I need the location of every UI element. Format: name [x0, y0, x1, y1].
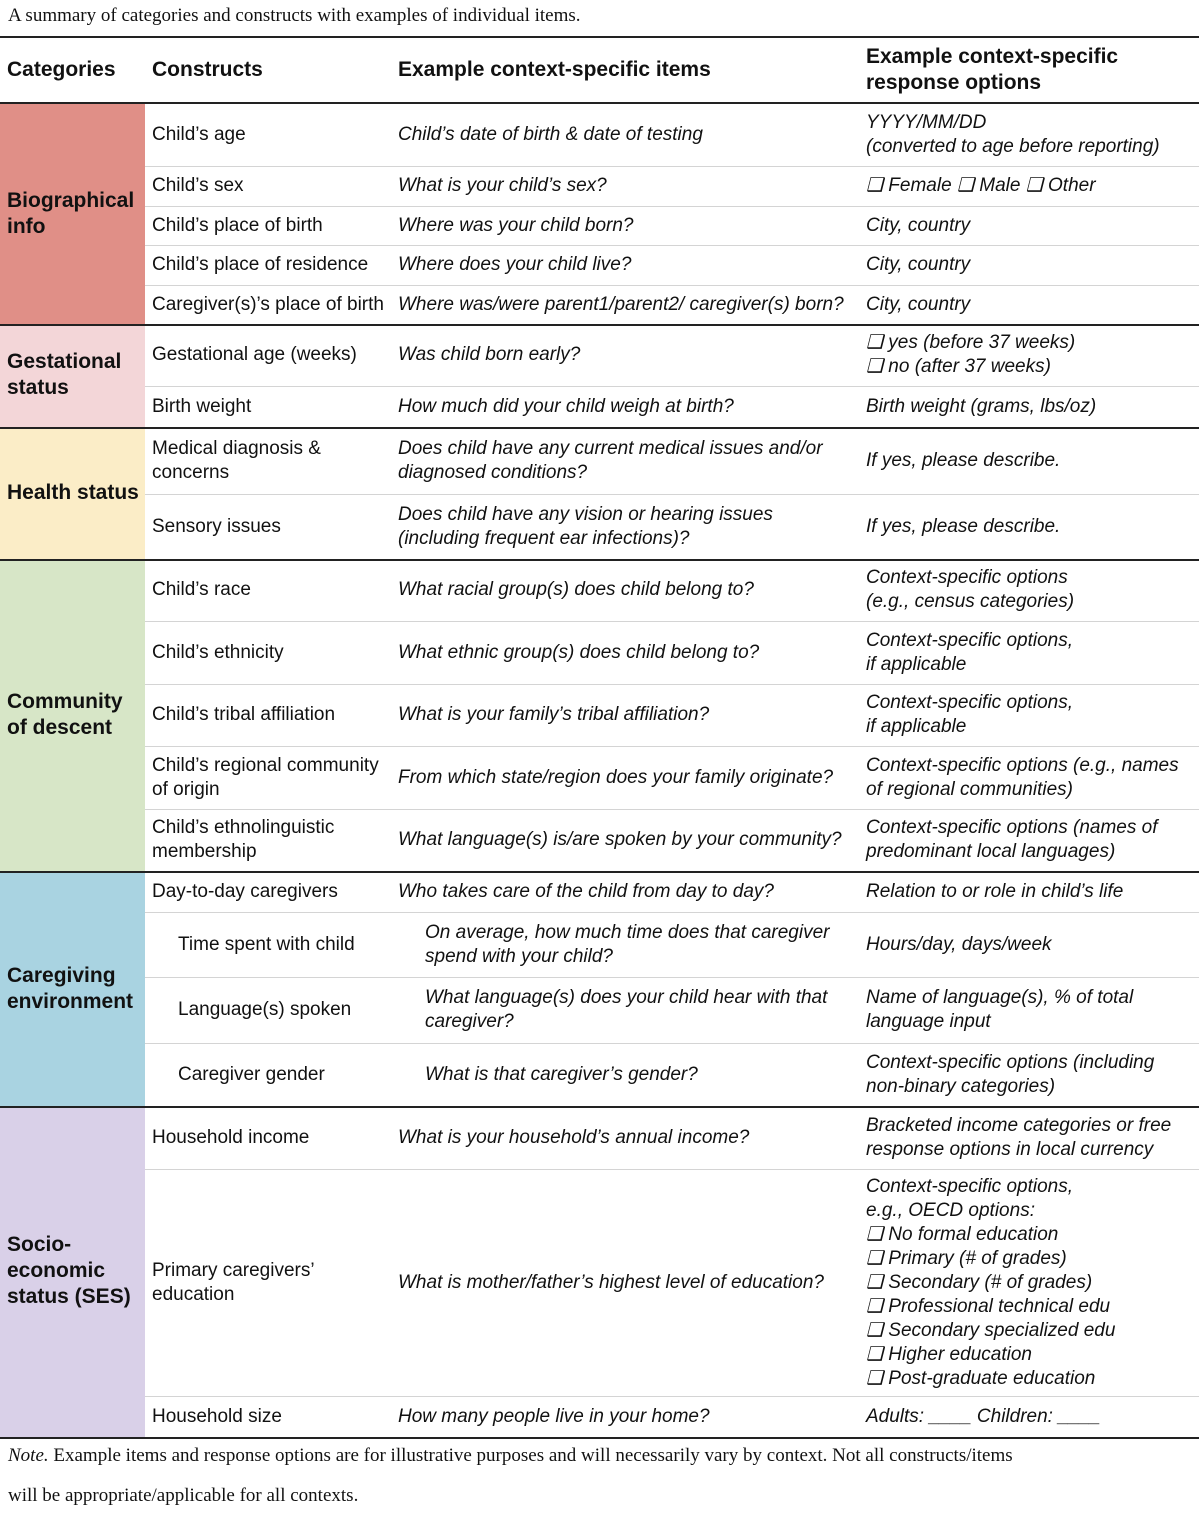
row-divider [145, 684, 1199, 685]
row-divider [145, 245, 1199, 246]
item-cell: What is mother/father’s highest level of education? [398, 1271, 824, 1293]
item-cell: What is your family’s tribal affiliation? [398, 704, 710, 725]
item-cell: On average, how much time does that caregiver spend with your child? [425, 921, 830, 967]
response-cell: City, country [866, 214, 971, 236]
item-cell: What is that caregiver’s gender? [425, 1063, 698, 1085]
construct-cell: Gestational age (weeks) [152, 344, 357, 365]
response-cell: If yes, please describe. [866, 449, 1061, 471]
response-cell: City, country [866, 254, 971, 275]
row-divider [145, 386, 1199, 387]
construct-cell: Child’s age [152, 123, 246, 145]
construct-cell: Primary caregivers’ education [152, 1259, 315, 1305]
row-divider [145, 285, 1199, 286]
category-label: Biographical info [7, 189, 135, 238]
construct-cell: Language(s) spoken [178, 999, 352, 1020]
construct-cell: Caregiver(s)’s place of birth [152, 293, 384, 315]
response-cell: ❑ yes (before 37 weeks) ❑ no (after 37 weeks) [866, 332, 1076, 377]
header-categories: Categories [7, 58, 116, 81]
construct-cell: Child’s regional community of origin [152, 754, 379, 800]
header-response-options: Example context-specific response options [866, 45, 1119, 94]
construct-cell: Child’s ethnolinguistic membership [152, 817, 335, 862]
table-note-line-1 [8, 1444, 1013, 1468]
response-cell: Birth weight (grams, lbs/oz) [866, 395, 1097, 417]
header-constructs: Constructs [152, 58, 263, 81]
table-rule [0, 102, 1199, 104]
item-cell: Where does your child live? [398, 254, 632, 275]
row-divider [145, 1043, 1199, 1044]
category-label: Health status [7, 481, 139, 504]
item-cell: How many people live in your home? [398, 1406, 710, 1427]
response-cell: Name of language(s), % of total language input [866, 987, 1134, 1032]
response-cell: Adults: ____ Children: ____ [866, 1406, 1101, 1427]
row-divider [145, 746, 1199, 747]
response-cell: Context-specific options, if applicable [866, 692, 1073, 737]
construct-cell: Birth weight [152, 395, 252, 417]
response-cell: Context-specific options (names of predominant local languages) [866, 817, 1158, 862]
construct-cell: Child’s place of birth [152, 214, 323, 236]
response-cell: Context-specific options, if applicable [866, 629, 1073, 675]
category-label: Caregiving environment [7, 964, 134, 1013]
response-cell: Context-specific options (e.g., names of regional communities) [866, 754, 1179, 800]
item-cell: How much did your child weigh at birth? [398, 395, 734, 417]
table-rule [0, 427, 1199, 429]
note-label: Note. [8, 1445, 49, 1466]
construct-cell: Child’s sex [152, 175, 244, 196]
response-cell: Context-specific options (including non-binary categories) [866, 1051, 1155, 1097]
table-rule [0, 559, 1199, 561]
row-divider [145, 912, 1199, 913]
note-text-1: Example items and response options are for illustrative purposes and will necessarily vary by context. Not all constructs/items [48, 1445, 1013, 1466]
row-divider [145, 977, 1199, 978]
item-cell: Where was/were parent1/parent2/ caregiver(s) born? [398, 293, 844, 315]
response-cell: Bracketed income categories or free response options in local currency [866, 1114, 1172, 1160]
item-cell: Does child have any current medical issues and/or diagnosed conditions? [398, 437, 823, 483]
summary-table [0, 36, 1199, 1438]
item-cell: What ethnic group(s) does child belong to? [398, 641, 760, 663]
item-cell: Who takes care of the child from day to day? [398, 880, 774, 902]
construct-cell: Time spent with child [178, 933, 355, 955]
item-cell: Was child born early? [398, 344, 581, 365]
response-cell: If yes, please describe. [866, 515, 1061, 537]
item-cell: Does child have any vision or hearing issues (including frequent ear infections)? [398, 503, 773, 549]
table-caption: A summary of categories and constructs with examples of individual items. [8, 5, 581, 26]
construct-cell: Household income [152, 1126, 310, 1148]
row-divider [145, 494, 1199, 495]
response-cell: Hours/day, days/week [866, 933, 1052, 955]
construct-cell: Day-to-day caregivers [152, 880, 338, 902]
row-divider [145, 1396, 1199, 1397]
construct-cell: Medical diagnosis & concerns [152, 437, 321, 483]
construct-cell: Sensory issues [152, 515, 281, 537]
construct-cell: Household size [152, 1406, 282, 1427]
table-rule [0, 871, 1199, 873]
construct-cell: Child’s race [152, 579, 251, 600]
row-divider [145, 206, 1199, 207]
response-cell: Context-specific options (e.g., census categories) [866, 567, 1075, 612]
row-divider [145, 166, 1199, 167]
table-note-line-2: will be appropriate/applicable for all contexts. [8, 1485, 359, 1506]
item-cell: From which state/region does your family originate? [398, 766, 834, 788]
item-cell: What racial group(s) does child belong to? [398, 579, 754, 600]
item-cell: What is your child’s sex? [398, 175, 607, 196]
row-divider [145, 1169, 1199, 1170]
category-label: Community of descent [7, 690, 123, 739]
response-cell: Relation to or role in child’s life [866, 880, 1124, 902]
category-label: Gestational status [7, 350, 122, 399]
table-rule [0, 1437, 1199, 1439]
item-cell: Child’s date of birth & date of testing [398, 123, 703, 145]
response-cell: ❑ Female ❑ Male ❑ Other [866, 175, 1096, 196]
response-cell: City, country [866, 293, 971, 315]
table-rule [0, 1106, 1199, 1108]
item-cell: What is your household’s annual income? [398, 1126, 750, 1148]
construct-cell: Child’s tribal affiliation [152, 704, 336, 725]
table-rule [0, 36, 1199, 38]
construct-cell: Caregiver gender [178, 1063, 325, 1085]
row-divider [145, 809, 1199, 810]
category-label: Socio- economic status (SES) [7, 1233, 131, 1308]
header-items: Example context-specific items [398, 58, 711, 81]
row-divider [145, 621, 1199, 622]
response-cell: Context-specific options, e.g., OECD options: ❑ No formal education ❑ Primary (# of grades) ❑ Secondary (# of grades) ❑ Professional technical edu ❑ Secondary specialized edu ❑ Higher education ❑ Post-graduate education [866, 1175, 1116, 1389]
construct-cell: Child’s ethnicity [152, 641, 284, 663]
item-cell: Where was your child born? [398, 214, 634, 236]
item-cell: What language(s) does your child hear with that caregiver? [425, 987, 828, 1032]
construct-cell: Child’s place of residence [152, 254, 369, 275]
response-cell: YYYY/MM/DD (converted to age before reporting) [866, 111, 1160, 157]
item-cell: What language(s) is/are spoken by your community? [398, 829, 842, 850]
table-rule [0, 324, 1199, 326]
